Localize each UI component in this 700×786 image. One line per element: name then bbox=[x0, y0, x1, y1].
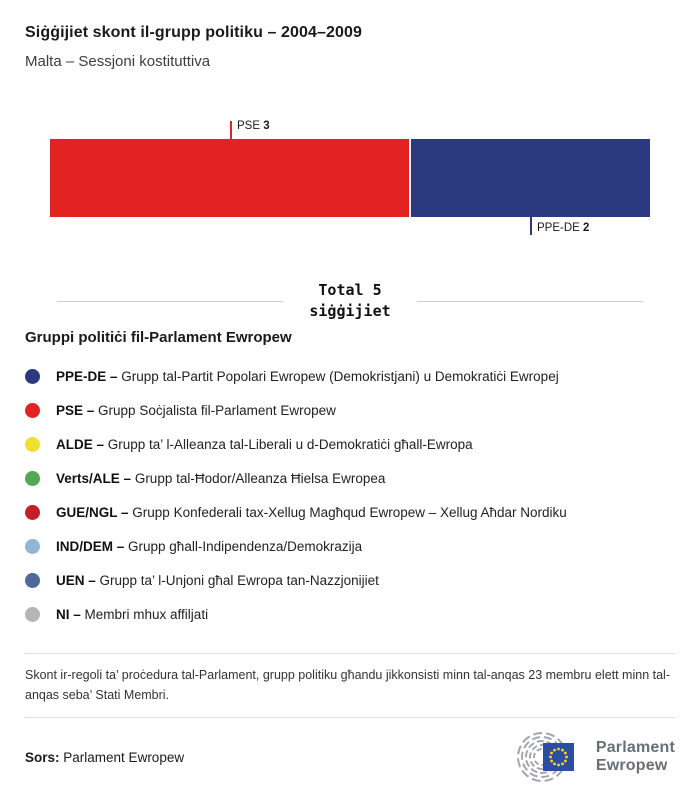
group-abbr: NI – bbox=[56, 606, 81, 622]
eu-flag-icon bbox=[543, 743, 574, 771]
group-abbr: PPE-DE – bbox=[56, 368, 118, 384]
group-abbr: Verts/ALE – bbox=[56, 470, 132, 486]
legend-item-ni bbox=[25, 597, 675, 631]
legend-item-label bbox=[56, 403, 336, 418]
legend-item-label bbox=[56, 539, 362, 554]
group-desc: Grupp ta’ l-Unjoni għal Ewropa tan-Nazzjonijiet bbox=[99, 572, 379, 588]
political-groups-legend bbox=[25, 359, 675, 631]
ppe-de-value: 2 bbox=[583, 222, 590, 234]
logo-line2: Ewropew bbox=[595, 757, 668, 774]
ppe-de-label bbox=[537, 222, 589, 234]
group-desc: Grupp Soċjalista fil-Parlament Ewropew bbox=[98, 402, 336, 418]
logo-line1: Parlament bbox=[595, 739, 675, 757]
source-label: Sors: bbox=[25, 749, 60, 765]
pse-marker bbox=[230, 121, 270, 139]
legend-item-label bbox=[56, 505, 567, 520]
bar-labels-bottom bbox=[50, 217, 650, 240]
source-row bbox=[25, 730, 675, 784]
group-abbr: GUE/NGL – bbox=[56, 504, 129, 520]
ppe-de-marker bbox=[530, 217, 589, 235]
pse-name: PSE bbox=[237, 120, 261, 132]
divider-line-left bbox=[57, 301, 283, 302]
logo-wordmark bbox=[596, 739, 675, 775]
group-abbr: PSE – bbox=[56, 402, 95, 418]
ni-dot-icon bbox=[25, 607, 40, 622]
ppe-de-dot-icon bbox=[25, 369, 40, 384]
pse-label bbox=[237, 120, 270, 132]
group-abbr: ALDE – bbox=[56, 436, 105, 452]
legend-item-label bbox=[56, 471, 385, 486]
legend-item-label bbox=[56, 573, 379, 588]
bar-segment-ppe-de[interactable] bbox=[411, 139, 650, 217]
verts-ale-dot-icon bbox=[25, 471, 40, 486]
bar-labels-top bbox=[50, 116, 650, 139]
total-divider bbox=[57, 280, 643, 322]
pse-value: 3 bbox=[263, 120, 270, 132]
seats-stacked-bar-chart bbox=[50, 116, 650, 240]
legend-item-alde bbox=[25, 427, 675, 461]
gue-ngl-dot-icon bbox=[25, 505, 40, 520]
ppe-de-name: PPE-DE bbox=[537, 222, 580, 234]
total-seats bbox=[283, 280, 416, 322]
alde-dot-icon bbox=[25, 437, 40, 452]
uen-dot-icon bbox=[25, 573, 40, 588]
legend-item-verts-ale bbox=[25, 461, 675, 495]
legend-item-uen bbox=[25, 563, 675, 597]
ind-dem-dot-icon bbox=[25, 539, 40, 554]
ppe-de-tick bbox=[530, 217, 532, 235]
legend-item-ind-dem bbox=[25, 529, 675, 563]
group-desc: Membri mhux affiljati bbox=[84, 606, 209, 622]
group-desc: Grupp tal-Partit Popolari Ewropew (Demokristjani) u Demokratiċi Ewropej bbox=[121, 368, 559, 384]
source-line bbox=[25, 750, 184, 765]
legend-item-label bbox=[56, 437, 473, 452]
stacked-bar bbox=[50, 139, 650, 217]
total-line1: Total 5 bbox=[318, 281, 382, 299]
group-desc: Grupp ta’ l-Alleanza tal-Liberali u d-Demokratiċi għall-Ewropa bbox=[107, 436, 473, 452]
legend-item-ppe-de bbox=[25, 359, 675, 393]
ep-hemicycle-icon bbox=[511, 730, 587, 784]
pse-tick bbox=[230, 121, 232, 139]
legend-item-gue-ngl bbox=[25, 495, 675, 529]
european-parliament-logo bbox=[511, 730, 675, 784]
pse-dot-icon bbox=[25, 403, 40, 418]
legend-item-pse bbox=[25, 393, 675, 427]
group-desc: Grupp Konfederali tax-Xellug Magħqud Ewropew – Xellug Aħdar Nordiku bbox=[132, 504, 567, 520]
group-desc: Grupp għall-Indipendenza/Demokrazija bbox=[128, 538, 363, 554]
legend-item-label bbox=[56, 369, 559, 384]
page-subtitle: Malta – Sessjoni kostituttiva bbox=[25, 53, 211, 70]
group-desc: Grupp tal-Ħodor/Alleanza Ħielsa Ewropea bbox=[134, 470, 386, 486]
source-value: Parlament Ewropew bbox=[63, 749, 185, 765]
legend-heading: Gruppi politiċi fil-Parlament Ewropew bbox=[25, 329, 292, 346]
group-abbr: IND/DEM – bbox=[56, 538, 125, 554]
footnote: Skont ir-regoli ta’ proċedura tal-Parlament, grupp politiku għandu jikkonsisti minn tal-anqas 23 membru elett minn tal-anqas seba’ Stati Membri. bbox=[25, 653, 675, 718]
divider-line-right bbox=[417, 301, 643, 302]
bar-segment-pse[interactable] bbox=[50, 139, 409, 217]
total-line2: siġġijiet bbox=[309, 302, 391, 320]
group-abbr: UEN – bbox=[56, 572, 96, 588]
page-title: Siġġijiet skont il-grupp politiku – 2004–2009 bbox=[25, 24, 363, 41]
legend-item-label bbox=[56, 607, 208, 622]
